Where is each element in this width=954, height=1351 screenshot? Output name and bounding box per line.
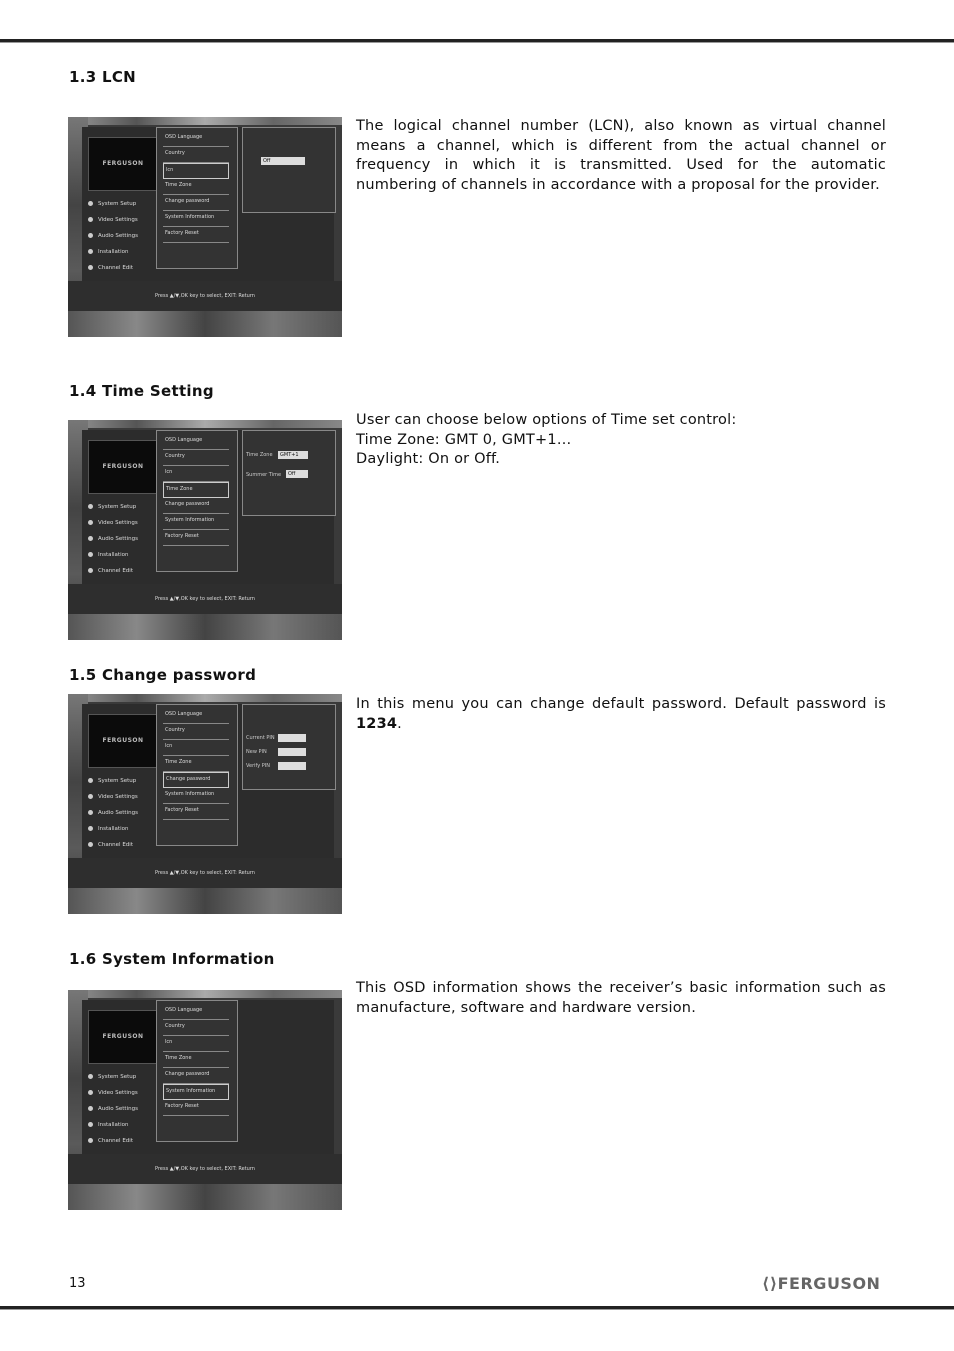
ferguson-logo: FERGUSON [88, 137, 158, 191]
top-rule [0, 39, 954, 43]
current-pin-field [278, 734, 306, 742]
change-password-description: In this menu you can change default password. Default password is 1234. [356, 696, 886, 732]
lcn-value: Off [261, 157, 305, 165]
system-information-description: This OSD information shows the receiver’s basic information such as manufacture, software and hardware version. [356, 980, 886, 1016]
page-number: 13 [69, 1276, 86, 1291]
bottom-rule [0, 1306, 954, 1310]
time-setting-description: User can choose below options of Time set control: Time Zone: GMT 0, GMT+1… Daylight: On or Off. [356, 412, 737, 467]
summer-time-value: Off [286, 470, 308, 478]
osd-screenshot-system-information: FERGUSON System Setup Video Settings Audio Settings Installation Channel Edit OSD Language Country lcn Time Zone Change password System Information Factory Reset Press ▲/▼,OK key to select, EXIT: Return [68, 990, 342, 1210]
ferguson-arrow-icon: ⟨⟩ [762, 1274, 778, 1293]
section-heading-lcn: 1.3 LCN [69, 68, 137, 86]
section-heading-time-setting: 1.4 Time Setting [69, 382, 214, 400]
lcn-description: The logical channel number (LCN), also known as virtual channel means a channel, which is different from the actual channel or frequency in which it is transmitted. Used for the automatic numbering of channels in accordance with a proposal for the provider. [356, 118, 886, 193]
osd-middle-menu: OSD Language Country lcn Time Zone Change password System Information Factory Reset [163, 131, 229, 243]
osd-left-menu: System Setup Video Settings Audio Settings Installation Channel Edit [88, 199, 138, 279]
time-zone-value: GMT+1 [278, 451, 308, 459]
osd-screenshot-time-setting: FERGUSON System Setup Video Settings Audio Settings Installation Channel Edit OSD Language Country lcn Time Zone Change password System Information Factory Reset Time Zone GMT+1 Summer Time Off Press ▲/▼,OK key to select, EXIT: Return [68, 420, 342, 640]
osd-screenshot-change-password: FERGUSON System Setup Video Settings Audio Settings Installation Channel Edit OSD Language Country lcn Time Zone Change password System Information Factory Reset Current PIN New PIN Verify PIN Press ▲/▼,OK key to select, EXIT: Return [68, 694, 342, 914]
verify-pin-field [278, 762, 306, 770]
osd-footer: Press ▲/▼,OK key to select, EXIT: Return [68, 281, 342, 311]
new-pin-field [278, 748, 306, 756]
osd-screenshot-lcn [68, 117, 342, 337]
section-heading-change-password: 1.5 Change password [69, 666, 257, 684]
section-heading-system-information: 1.6 System Information [69, 950, 275, 968]
brand-logo: ⟨⟩FERGUSON [762, 1274, 881, 1293]
